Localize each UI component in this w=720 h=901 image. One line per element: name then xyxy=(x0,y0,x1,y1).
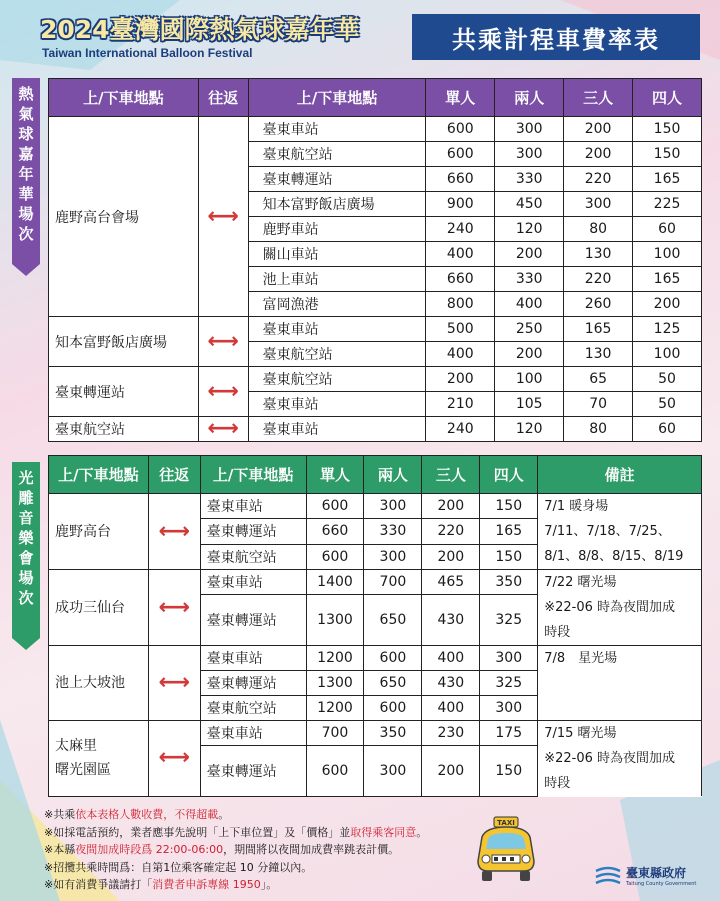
fare-value: 300 xyxy=(564,192,633,217)
origin-location: 池上大坡池 xyxy=(49,646,149,721)
double-arrow-icon: ⟷ xyxy=(198,417,248,442)
column-header: 上/下車地點 xyxy=(248,79,426,117)
government-name: 臺東縣政府 xyxy=(626,866,687,880)
vertical-label-char: 熱 xyxy=(18,85,34,103)
destination-location: 知本富野飯店廣場 xyxy=(248,192,426,217)
fare-value: 300 xyxy=(480,696,538,721)
fare-value: 225 xyxy=(633,192,702,217)
fare-value: 600 xyxy=(306,494,364,519)
fare-value: 325 xyxy=(480,671,538,696)
double-arrow-icon: ⟷ xyxy=(148,494,200,570)
column-header: 兩人 xyxy=(495,79,564,117)
note-line: ※共乘依本表格人數收費，不得超載。 xyxy=(44,808,230,821)
column-header: 四人 xyxy=(480,456,538,494)
note-line: ※本縣夜間加成時段爲 22:00-06:00，期間將以夜間加成費率跳表計價。 xyxy=(44,843,400,856)
remark-cell: 7/1 暖身場 7/11、7/18、7/25、 8/1、8/8、8/15、8/19 xyxy=(538,494,702,570)
destination-location: 臺東航空站 xyxy=(248,142,426,167)
fare-value: 150 xyxy=(480,544,538,569)
fare-value: 800 xyxy=(426,292,495,317)
table-row xyxy=(49,117,702,142)
destination-location: 臺東轉運站 xyxy=(248,167,426,192)
column-header: 往返 xyxy=(198,79,248,117)
fare-value: 80 xyxy=(564,417,633,442)
government-footer xyxy=(594,864,696,887)
origin-location: 鹿野高台 xyxy=(49,494,149,570)
fare-table-title: 共乘計程車費率表 xyxy=(412,14,700,60)
fare-value: 660 xyxy=(426,267,495,292)
fare-value: 165 xyxy=(480,519,538,544)
fare-value: 130 xyxy=(564,242,633,267)
vertical-label-char: 次 xyxy=(18,225,34,243)
government-name-en: Taitung County Government xyxy=(626,881,697,887)
vertical-label-char: 嘉 xyxy=(18,145,34,163)
fare-value: 165 xyxy=(564,317,633,342)
fare-value: 200 xyxy=(495,242,564,267)
destination-location: 臺東車站 xyxy=(200,494,306,519)
column-header: 三人 xyxy=(564,79,633,117)
column-header: 四人 xyxy=(633,79,702,117)
destination-location: 關山車站 xyxy=(248,242,426,267)
fare-value: 400 xyxy=(495,292,564,317)
destination-location: 鹿野車站 xyxy=(248,217,426,242)
column-header: 兩人 xyxy=(364,456,422,494)
fare-value: 105 xyxy=(495,392,564,417)
fare-value: 175 xyxy=(480,721,538,746)
fare-value: 300 xyxy=(495,142,564,167)
notes-list xyxy=(44,806,427,894)
double-arrow-icon: ⟷ xyxy=(198,367,248,417)
table-row xyxy=(49,417,702,442)
origin-location: 成功三仙台 xyxy=(49,570,149,646)
destination-location: 臺東車站 xyxy=(248,117,426,142)
vertical-label-char: 場 xyxy=(18,205,34,223)
fare-value: 200 xyxy=(422,544,480,569)
fare-value: 400 xyxy=(422,696,480,721)
government-logo-icon xyxy=(594,865,622,887)
page-subtitle: Taiwan International Balloon Festival xyxy=(42,46,253,60)
light-concert-fare-table xyxy=(48,455,702,797)
fare-value: 650 xyxy=(364,671,422,696)
fare-value: 1300 xyxy=(306,595,364,646)
destination-location: 臺東轉運站 xyxy=(200,595,306,646)
note-line: ※如有消費爭議請打「消費者申訴專線 1950」。 xyxy=(44,878,278,891)
destination-location: 臺東航空站 xyxy=(248,342,426,367)
fare-value: 165 xyxy=(633,267,702,292)
fare-value: 200 xyxy=(564,117,633,142)
fare-value: 650 xyxy=(364,595,422,646)
table-row xyxy=(49,317,702,342)
vertical-label-char: 光 xyxy=(18,469,34,487)
vertical-label-char: 氣 xyxy=(18,105,34,123)
fare-value: 465 xyxy=(422,570,480,595)
destination-location: 臺東車站 xyxy=(248,317,426,342)
fare-value: 330 xyxy=(495,267,564,292)
fare-value: 200 xyxy=(564,142,633,167)
fare-value: 330 xyxy=(495,167,564,192)
vertical-label-char: 華 xyxy=(18,185,34,203)
column-header: 三人 xyxy=(422,456,480,494)
double-arrow-icon: ⟷ xyxy=(148,721,200,797)
fare-value: 70 xyxy=(564,392,633,417)
remark-cell: 7/22 曙光場 ※22-06 時為夜間加成 時段 xyxy=(538,570,702,646)
origin-location: 鹿野高台會場 xyxy=(49,117,199,317)
fare-value: 660 xyxy=(306,519,364,544)
fare-value: 150 xyxy=(480,494,538,519)
fare-value: 400 xyxy=(426,342,495,367)
fare-value: 600 xyxy=(426,117,495,142)
fare-value: 300 xyxy=(480,646,538,671)
fare-value: 400 xyxy=(426,242,495,267)
double-arrow-icon: ⟷ xyxy=(198,117,248,317)
double-arrow-icon: ⟷ xyxy=(148,646,200,721)
destination-location: 臺東轉運站 xyxy=(200,519,306,544)
vertical-label-char: 年 xyxy=(18,165,34,183)
fare-value: 1200 xyxy=(306,646,364,671)
fare-value: 200 xyxy=(422,494,480,519)
remark-cell: 7/8 星光場 xyxy=(538,646,702,721)
destination-location: 臺東車站 xyxy=(248,417,426,442)
table-row xyxy=(49,721,702,746)
vertical-label-char: 次 xyxy=(18,589,34,607)
fare-value: 50 xyxy=(633,367,702,392)
destination-location: 臺東轉運站 xyxy=(200,746,306,796)
vertical-label-char: 雕 xyxy=(18,489,34,507)
fare-value: 150 xyxy=(480,746,538,796)
note-line: ※如採電話預約，業者應事先說明「上下車位置」及「價格」並取得乘客同意。 xyxy=(44,825,428,839)
fare-value: 240 xyxy=(426,417,495,442)
note-highlight: 消費者申訴專線 1950 xyxy=(152,878,261,891)
fare-value: 120 xyxy=(495,417,564,442)
fare-value: 600 xyxy=(364,646,422,671)
double-arrow-icon: ⟷ xyxy=(198,317,248,367)
fare-value: 700 xyxy=(306,721,364,746)
vertical-label-char: 樂 xyxy=(18,529,34,547)
fare-value: 200 xyxy=(633,292,702,317)
fare-value: 300 xyxy=(364,494,422,519)
origin-location: 知本富野飯店廣場 xyxy=(49,317,199,367)
destination-location: 臺東航空站 xyxy=(200,544,306,569)
fare-value: 600 xyxy=(306,544,364,569)
fare-value: 500 xyxy=(426,317,495,342)
fare-value: 1300 xyxy=(306,671,364,696)
fare-value: 325 xyxy=(480,595,538,646)
table-row xyxy=(49,367,702,392)
fare-value: 250 xyxy=(495,317,564,342)
column-header: 上/下車地點 xyxy=(200,456,306,494)
origin-location: 臺東航空站 xyxy=(49,417,199,442)
destination-location: 臺東車站 xyxy=(248,392,426,417)
vertical-label-char: 會 xyxy=(18,549,34,567)
fare-value: 240 xyxy=(426,217,495,242)
balloon-fare-table xyxy=(48,78,702,442)
fare-value: 165 xyxy=(633,167,702,192)
destination-location: 臺東轉運站 xyxy=(200,671,306,696)
fare-value: 400 xyxy=(422,646,480,671)
origin-location: 太麻里 曙光園區 xyxy=(49,721,149,797)
fare-value: 200 xyxy=(495,342,564,367)
fare-value: 210 xyxy=(426,392,495,417)
double-arrow-icon: ⟷ xyxy=(148,570,200,646)
fare-value: 230 xyxy=(422,721,480,746)
table-row xyxy=(49,646,702,671)
column-header: 單人 xyxy=(306,456,364,494)
fare-value: 50 xyxy=(633,392,702,417)
fare-value: 300 xyxy=(364,544,422,569)
fare-value: 300 xyxy=(364,746,422,796)
page-title: 2024臺灣國際熱氣球嘉年華 xyxy=(40,15,360,44)
origin-location: 臺東轉運站 xyxy=(49,367,199,417)
vertical-label-char: 音 xyxy=(18,509,34,527)
destination-location: 池上車站 xyxy=(248,267,426,292)
fare-value: 430 xyxy=(422,595,480,646)
fare-value: 150 xyxy=(633,117,702,142)
remark-cell: 7/15 曙光場 ※22-06 時為夜間加成 時段 xyxy=(538,721,702,797)
fare-value: 220 xyxy=(564,167,633,192)
fare-value: 600 xyxy=(306,746,364,796)
destination-location: 臺東航空站 xyxy=(200,696,306,721)
fare-value: 60 xyxy=(633,417,702,442)
fare-value: 65 xyxy=(564,367,633,392)
fare-value: 60 xyxy=(633,217,702,242)
taxi-icon xyxy=(472,815,540,887)
table-row xyxy=(49,570,702,595)
fare-value: 150 xyxy=(633,142,702,167)
column-header: 上/下車地點 xyxy=(49,456,149,494)
vertical-label-char: 球 xyxy=(18,125,34,143)
fare-value: 200 xyxy=(426,367,495,392)
column-header: 備註 xyxy=(538,456,702,494)
destination-location: 富岡漁港 xyxy=(248,292,426,317)
destination-location: 臺東車站 xyxy=(200,721,306,746)
table-row xyxy=(49,494,702,519)
column-header: 上/下車地點 xyxy=(49,79,199,117)
fare-value: 100 xyxy=(633,242,702,267)
fare-value: 120 xyxy=(495,217,564,242)
fare-value: 200 xyxy=(422,746,480,796)
column-header: 往返 xyxy=(148,456,200,494)
note-highlight: 依本表格人數收費，不得超載 xyxy=(75,808,219,821)
fare-value: 100 xyxy=(633,342,702,367)
fare-value: 660 xyxy=(426,167,495,192)
note-highlight: 取得乘客同意 xyxy=(350,825,417,839)
fare-value: 300 xyxy=(495,117,564,142)
destination-location: 臺東車站 xyxy=(200,646,306,671)
fare-value: 220 xyxy=(564,267,633,292)
fare-value: 430 xyxy=(422,671,480,696)
section1-vertical-label xyxy=(12,78,40,264)
destination-location: 臺東航空站 xyxy=(248,367,426,392)
fare-value: 1200 xyxy=(306,696,364,721)
fare-value: 450 xyxy=(495,192,564,217)
section2-vertical-label xyxy=(12,462,40,638)
column-header: 單人 xyxy=(426,79,495,117)
fare-value: 130 xyxy=(564,342,633,367)
destination-location: 臺東車站 xyxy=(200,570,306,595)
fare-value: 125 xyxy=(633,317,702,342)
fare-value: 220 xyxy=(422,519,480,544)
note-highlight: 夜間加成時段爲 22:00-06:00 xyxy=(75,843,224,856)
fare-value: 330 xyxy=(364,519,422,544)
fare-value: 260 xyxy=(564,292,633,317)
fare-value: 80 xyxy=(564,217,633,242)
fare-value: 350 xyxy=(364,721,422,746)
fare-value: 1400 xyxy=(306,570,364,595)
fare-value: 350 xyxy=(480,570,538,595)
fare-value: 600 xyxy=(364,696,422,721)
fare-value: 900 xyxy=(426,192,495,217)
fare-value: 600 xyxy=(426,142,495,167)
note-line: ※招攬共乘時間爲：自第1位乘客確定起 10 分鐘以內。 xyxy=(44,860,313,874)
taxi-sign-label: TAXI xyxy=(497,819,515,827)
fare-value: 700 xyxy=(364,570,422,595)
fare-value: 100 xyxy=(495,367,564,392)
vertical-label-char: 場 xyxy=(18,569,34,587)
